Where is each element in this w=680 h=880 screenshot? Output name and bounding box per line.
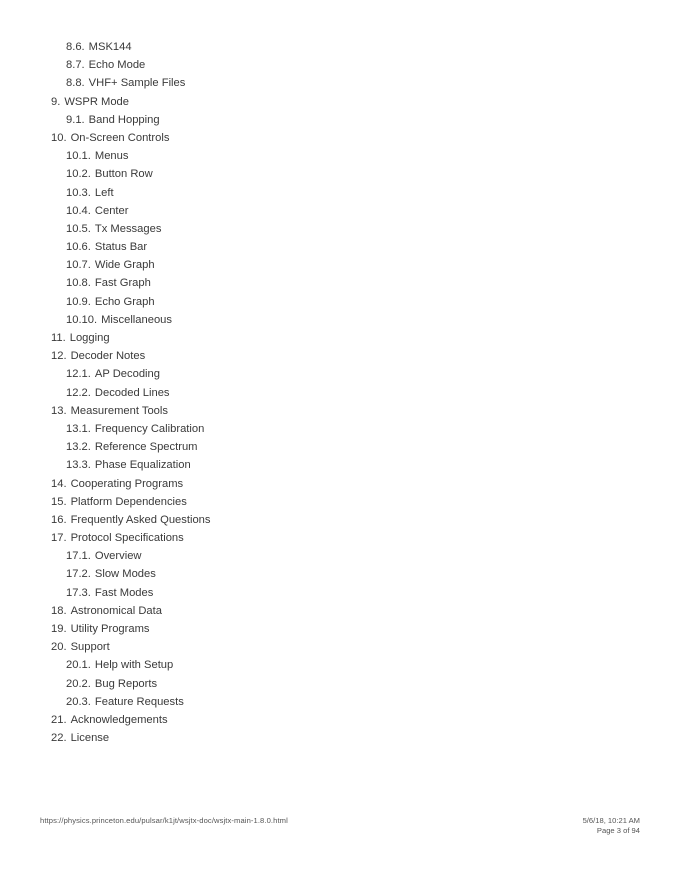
- toc-entry-title[interactable]: Logging: [69, 332, 110, 344]
- toc-entry[interactable]: [0, 202, 680, 220]
- toc-entry-title[interactable]: WSPR Mode: [64, 95, 129, 108]
- toc-entry-number: 17.2.: [66, 568, 91, 581]
- toc-entry-number: 10.4.: [66, 204, 91, 217]
- toc-entry-title[interactable]: Decoder Notes: [70, 350, 146, 363]
- toc-entry[interactable]: [0, 456, 680, 474]
- toc-entry-number: 15.: [51, 495, 67, 508]
- toc-entry-title[interactable]: Phase Equalization: [94, 459, 191, 472]
- toc-entry-number: 12.1.: [66, 368, 91, 381]
- toc-entry[interactable]: [0, 347, 680, 365]
- toc-entry[interactable]: [0, 311, 680, 329]
- toc-entry-title[interactable]: Overview: [94, 550, 142, 563]
- toc-entry-number: 12.: [51, 350, 67, 363]
- toc-entry[interactable]: [0, 93, 680, 111]
- toc-entry[interactable]: [0, 184, 680, 202]
- toc-entry[interactable]: [0, 256, 680, 274]
- toc-entry[interactable]: [0, 402, 680, 420]
- toc-entry-title[interactable]: License: [70, 732, 110, 745]
- toc-entry[interactable]: [0, 74, 680, 92]
- toc-entry-title[interactable]: Status Bar: [94, 241, 148, 254]
- toc-entry[interactable]: [0, 638, 680, 656]
- toc-entry-number: 20.: [51, 641, 67, 654]
- toc-entry-title[interactable]: Feature Requests: [94, 695, 184, 708]
- toc-entry[interactable]: [0, 438, 680, 456]
- toc-entry[interactable]: [0, 293, 680, 311]
- toc-entry-title[interactable]: Platform Dependencies: [70, 495, 187, 508]
- toc-entry-title[interactable]: Utility Programs: [70, 623, 150, 635]
- footer-datetime: 5/6/18, 10:21 AM: [582, 816, 640, 825]
- toc-entry-number: 13.2.: [66, 441, 91, 454]
- toc-entry-title[interactable]: Tx Messages: [94, 222, 162, 235]
- toc-entry-title[interactable]: Bug Reports: [94, 677, 158, 690]
- toc-entry[interactable]: [0, 329, 680, 347]
- toc-entry-title[interactable]: Left: [94, 186, 114, 199]
- toc-entry[interactable]: [0, 693, 680, 711]
- toc-entry-number: 10.5.: [66, 222, 91, 235]
- toc-entry[interactable]: [0, 475, 680, 493]
- toc-entry-number: 10.9.: [66, 295, 91, 308]
- footer-page-number: Page 3 of 94: [596, 825, 640, 835]
- toc-entry-title[interactable]: Reference Spectrum: [94, 441, 198, 454]
- toc-entry-number: 13.1.: [66, 422, 91, 435]
- toc-entry-number: 10.6.: [66, 241, 91, 254]
- toc-entry-number: 10.10.: [66, 313, 98, 326]
- toc-entry-number: 22.: [51, 732, 67, 745]
- toc-entry-number: 18.: [51, 604, 67, 617]
- toc-entry-title[interactable]: Protocol Specifications: [70, 532, 184, 545]
- toc-entry-title[interactable]: Frequency Calibration: [94, 422, 205, 435]
- toc-entry[interactable]: [0, 529, 680, 547]
- toc-entry-number: 20.2.: [66, 677, 91, 690]
- toc-entry[interactable]: [0, 620, 680, 638]
- toc-entry-number: 17.: [51, 532, 67, 545]
- toc-entry[interactable]: [0, 729, 680, 747]
- toc-entry[interactable]: [0, 56, 680, 74]
- footer-meta: [583, 816, 640, 835]
- toc-entry[interactable]: [0, 565, 680, 583]
- toc-entry[interactable]: [0, 238, 680, 256]
- toc-entry-number: 14.: [51, 477, 67, 490]
- toc-entry-title[interactable]: Center: [94, 204, 129, 217]
- toc-entry[interactable]: [0, 511, 680, 529]
- toc-entry[interactable]: [0, 420, 680, 438]
- toc-entry-title[interactable]: Echo Graph: [94, 295, 155, 308]
- toc-entry[interactable]: [0, 165, 680, 183]
- toc-entry-number: 16.: [51, 513, 67, 526]
- toc-entry-number: 10.7.: [66, 259, 91, 272]
- toc-entry-title[interactable]: VHF+ Sample Files: [88, 77, 186, 90]
- toc-entry-title[interactable]: Support: [70, 641, 110, 654]
- toc-entry-title[interactable]: Band Hopping: [88, 113, 160, 126]
- toc-entry-number: 20.1.: [66, 659, 91, 672]
- toc-entry-number: 9.1.: [66, 113, 85, 126]
- toc-entry-title[interactable]: Frequently Asked Questions: [70, 513, 211, 526]
- toc-entry[interactable]: [0, 675, 680, 693]
- toc-entry[interactable]: [0, 220, 680, 238]
- toc-entry-number: 8.7.: [66, 59, 85, 72]
- toc-entry-number: 9.: [51, 95, 61, 108]
- toc-entry[interactable]: [0, 711, 680, 729]
- toc-entry-number: 8.6.: [66, 41, 85, 53]
- toc-entry[interactable]: [0, 584, 680, 602]
- toc-entry-number: 17.1.: [66, 550, 91, 563]
- toc-entry[interactable]: [0, 111, 680, 129]
- toc-entry-number: 13.: [51, 404, 67, 417]
- toc-entry-title[interactable]: On-Screen Controls: [70, 131, 170, 144]
- toc-entry[interactable]: [0, 147, 680, 165]
- toc-entry-title[interactable]: Help with Setup: [94, 659, 174, 672]
- toc-entry[interactable]: [0, 493, 680, 511]
- table-of-contents: [0, 38, 680, 747]
- toc-entry-number: 10.: [51, 131, 67, 144]
- toc-entry-title[interactable]: Slow Modes: [94, 568, 156, 581]
- toc-entry[interactable]: [0, 274, 680, 292]
- toc-entry-title[interactable]: Echo Mode: [88, 59, 146, 72]
- toc-entry-number: 11.: [51, 332, 66, 344]
- toc-entry-title[interactable]: Miscellaneous: [101, 313, 172, 326]
- toc-entry-title[interactable]: AP Decoding: [94, 368, 160, 381]
- toc-entry-number: 10.2.: [66, 168, 91, 181]
- toc-entry[interactable]: [0, 384, 680, 402]
- toc-entry-number: 10.3.: [66, 186, 91, 199]
- toc-entry-title[interactable]: Fast Modes: [94, 586, 154, 599]
- toc-entry-title[interactable]: Decoded Lines: [94, 386, 170, 399]
- toc-entry-number: 21.: [51, 713, 67, 726]
- toc-entry-number: 10.8.: [66, 277, 91, 290]
- toc-entry[interactable]: [0, 547, 680, 565]
- toc-entry-title[interactable]: Wide Graph: [94, 259, 155, 272]
- toc-entry-title[interactable]: Measurement Tools: [70, 404, 168, 417]
- footer-url: https://physics.princeton.edu/pulsar/k1jt/wsjtx-doc/wsjtx-main-1.8.0.html: [40, 816, 288, 825]
- toc-entry[interactable]: [0, 38, 680, 56]
- toc-entry-title[interactable]: Button Row: [94, 168, 153, 181]
- toc-entry[interactable]: [0, 656, 680, 674]
- toc-entry-number: 12.2.: [66, 386, 91, 399]
- toc-entry-title[interactable]: Acknowledgements: [70, 713, 168, 726]
- toc-entry-number: 13.3.: [66, 459, 91, 472]
- toc-entry-number: 8.8.: [66, 77, 85, 90]
- toc-entry-title[interactable]: Cooperating Programs: [70, 477, 184, 490]
- toc-entry[interactable]: [0, 602, 680, 620]
- toc-entry-title[interactable]: MSK144: [88, 41, 132, 53]
- toc-entry[interactable]: [0, 129, 680, 147]
- toc-entry[interactable]: [0, 365, 680, 383]
- toc-entry-title[interactable]: Fast Graph: [94, 277, 151, 290]
- toc-entry-title[interactable]: Menus: [94, 150, 129, 163]
- toc-entry-number: 20.3.: [66, 695, 91, 708]
- toc-entry-number: 19.: [51, 623, 67, 635]
- toc-entry-number: 10.1.: [66, 150, 91, 163]
- toc-entry-title[interactable]: Astronomical Data: [70, 604, 162, 617]
- toc-entry-number: 17.3.: [66, 586, 91, 599]
